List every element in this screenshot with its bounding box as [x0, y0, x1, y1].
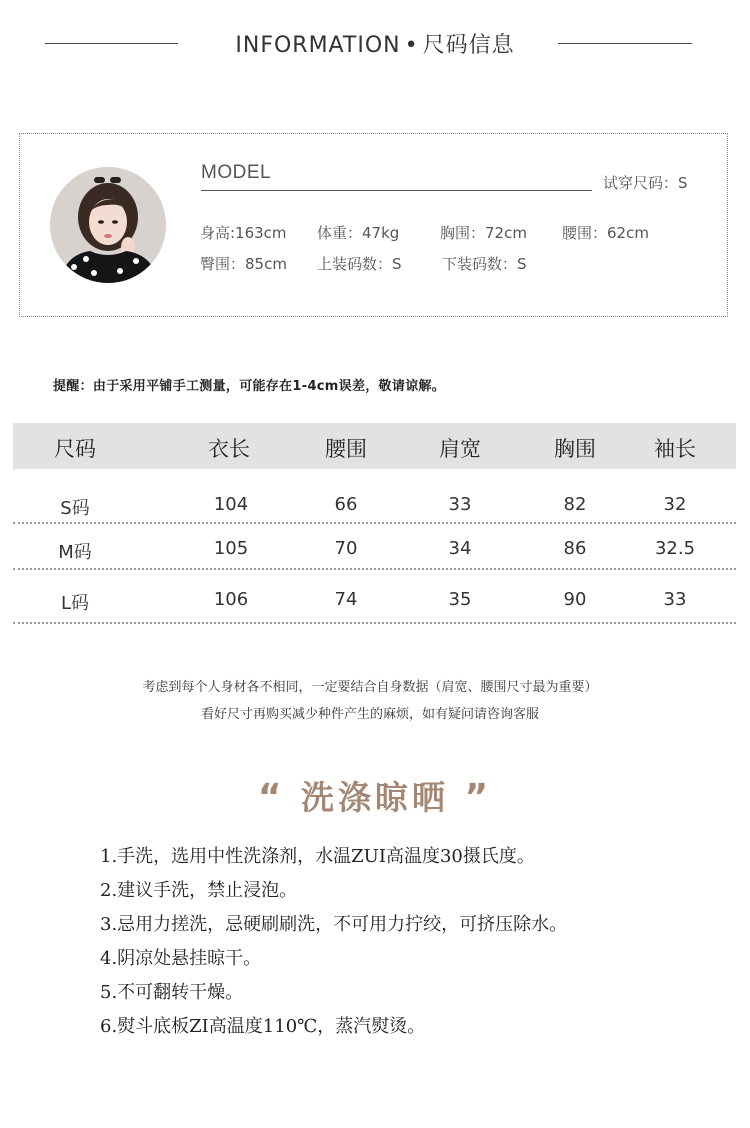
row-divider: [13, 568, 736, 570]
table-cell: 70: [334, 538, 358, 559]
header-divider-right: [558, 43, 692, 44]
model-stat-bottom-size: 下装码数：S: [442, 255, 527, 273]
row-divider: [13, 522, 736, 524]
table-cell: 66: [334, 494, 358, 515]
header-bust: 胸围: [554, 437, 596, 461]
header-size: 尺码: [54, 437, 96, 461]
table-cell: 33: [663, 589, 687, 610]
model-stat-height: 身高:163cm: [200, 224, 287, 242]
quote-close: ”: [464, 777, 493, 818]
table-cell: 82: [563, 494, 587, 515]
model-stat-hips: 臀围：85cm: [200, 255, 287, 273]
row-divider: [13, 622, 736, 624]
table-cell: 32: [663, 494, 687, 515]
list-item: 6.熨斗底板ZI高温度110℃，蒸汽熨烫。: [100, 1016, 426, 1037]
wash-title-text: 洗涤晾晒: [301, 778, 449, 817]
list-item: 5.不可翻转干燥。: [100, 982, 244, 1003]
title-en: INFORMATION: [235, 33, 401, 58]
model-stat-waist: 腰围：62cm: [562, 224, 649, 242]
size-advice-line-1: 考虑到每个人身材各不相同，一定要结合自身数据（肩宽、腰围尺寸最为重要）: [142, 680, 598, 695]
table-cell: L码: [60, 593, 90, 614]
table-cell: 35: [448, 589, 472, 610]
list-item: 3.忌用力搓洗，忌硬刷刷洗，不可用力拧绞，可挤压除水。: [100, 914, 568, 935]
model-stat-top-size: 上装码数：S: [317, 255, 402, 273]
table-cell: 90: [563, 589, 587, 610]
table-cell: M码: [58, 542, 92, 563]
table-cell: 104: [213, 494, 249, 515]
header-sleeve: 袖长: [654, 437, 696, 461]
size-advice-line-2: 看好尺寸再购买减少种件产生的麻烦，如有疑问请咨询客服: [200, 707, 539, 722]
list-item: 2.建议手洗，禁止浸泡。: [100, 880, 298, 901]
table-cell: 74: [334, 589, 358, 610]
header-shoulder: 肩宽: [439, 437, 481, 461]
model-info-card: [19, 133, 728, 317]
title-cn: 尺码信息: [422, 33, 515, 58]
model-stat-bust: 胸围：72cm: [440, 224, 527, 242]
table-cell: 106: [213, 589, 249, 610]
table-cell: 33: [448, 494, 472, 515]
model-stat-weight: 体重：47kg: [317, 224, 400, 242]
table-row: [13, 538, 736, 563]
quote-open: “: [257, 777, 286, 818]
model-label: MODEL: [201, 162, 272, 183]
table-cell: S码: [60, 498, 90, 519]
list-item: 4.阴凉处悬挂晾干。: [100, 948, 262, 969]
size-table-header: [13, 423, 736, 469]
model-portrait-image: [50, 167, 166, 283]
list-item: 1.手洗，选用中性洗涤剂，水温ZUI高温度30摄氏度。: [100, 846, 535, 867]
header-waist: 腰围: [325, 437, 367, 461]
wash-section-title: [0, 772, 750, 819]
title-separator: •: [404, 33, 419, 58]
table-cell: 105: [213, 538, 249, 559]
header-length: 衣长: [208, 437, 250, 461]
measurement-notice: 提醒：由于采用平铺手工测量，可能存在1-4cm误差，敬请谅解。: [53, 379, 446, 394]
table-row: [13, 494, 736, 519]
table-cell: 86: [563, 538, 587, 559]
wash-instructions: [100, 842, 567, 1046]
fit-size: 试穿尺码：S: [603, 174, 688, 192]
size-table: [13, 423, 736, 614]
model-avatar: [50, 167, 166, 283]
table-cell: 34: [448, 538, 472, 559]
table-cell: 32.5: [654, 538, 696, 559]
table-row: [13, 589, 736, 614]
model-label-underline: [201, 190, 592, 191]
